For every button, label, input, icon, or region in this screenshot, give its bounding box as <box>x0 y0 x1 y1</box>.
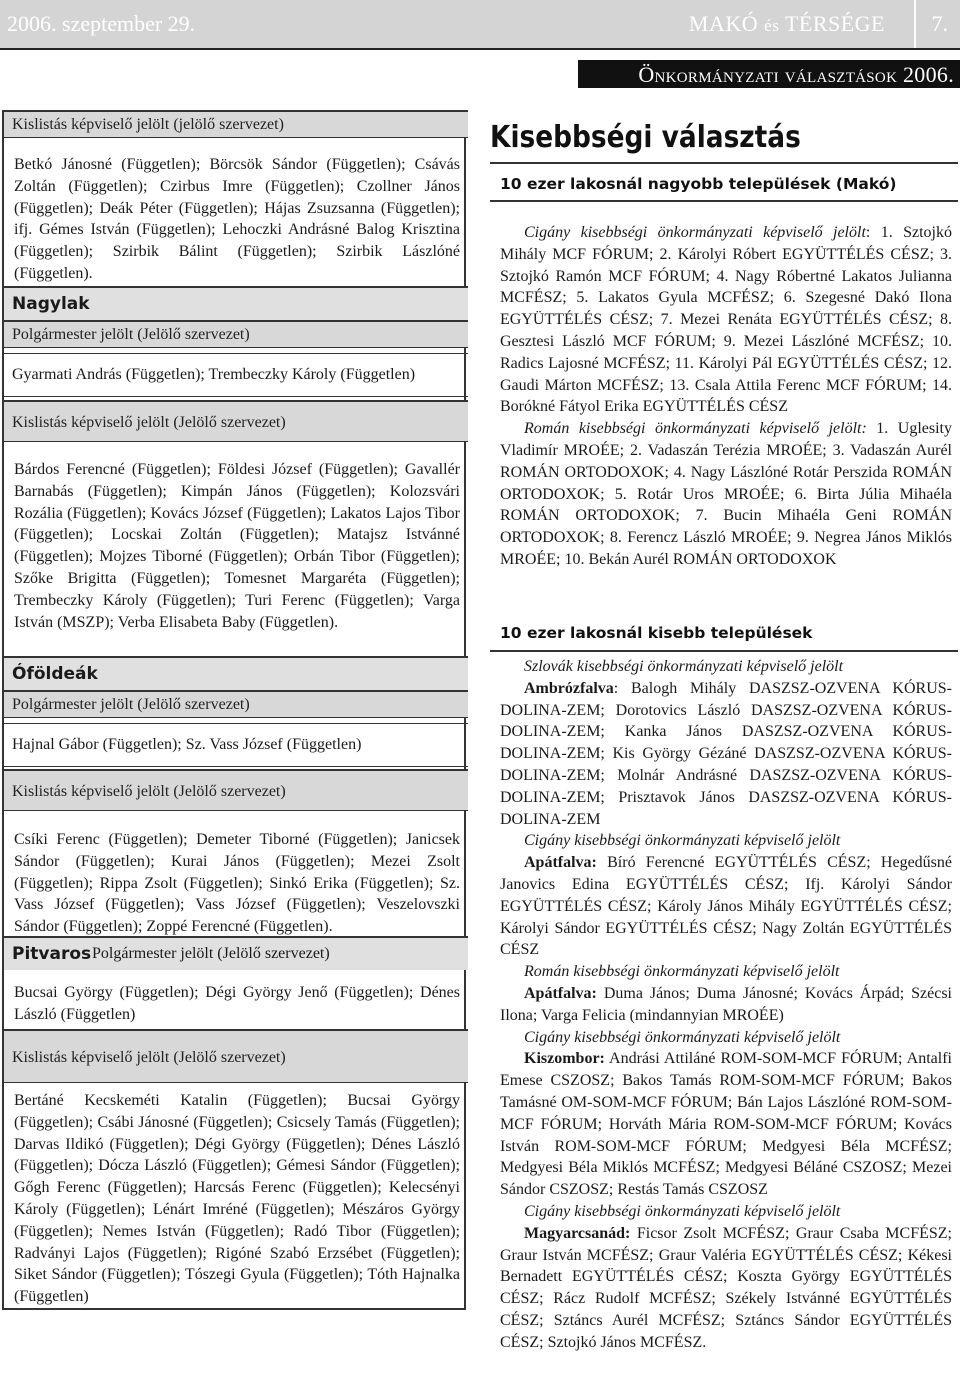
mayor-candidates <box>4 723 468 767</box>
town-name: Magyarcsanád: <box>524 1224 631 1242</box>
candidate-list: Balogh Mihály DASZSZ-OZVENA KÓRUS-DOLINA-ZEM; Dorotovics László DASZSZ-OZVENA KÓRUS-DOLINA-ZEM; Kanka János DASZSZ-OZVENA KÓRUS-DOLINA-ZEM; Kis György Gézáné DASZSZ-OZVENA KÓRUS-DOLINA-ZEM; Molnár Andrásné DASZSZ-OZVENA KÓRUS-DOLINA-ZEM; Prisztavok János DASZSZ-OZVENA KÓRUS-DOLINA-ZEM <box>500 679 952 828</box>
mayor-header-label: Polgármester jelölt (Jelölő szervezet) <box>12 326 250 343</box>
brand-rest: TÉRSÉGE <box>784 11 885 36</box>
town-block: Ambrózfalva: Balogh Mihály DASZSZ-OZVENA KÓRUS-DOLINA-ZEM; Dorotovics László DASZSZ-OZVENA KÓRUS-DOLINA-ZEM; Kanka János DASZSZ-OZVENA KÓRUS-DOLINA-ZEM; Kis György Gézáné DASZSZ-OZVENA KÓRUS-DOLINA-ZEM; Molnár Andrásné DASZSZ-OZVENA KÓRUS-DOLINA-ZEM; Prisztavok János DASZSZ-OZVENA KÓRUS-DOLINA-ZEM <box>500 679 952 828</box>
mayor-candidates-text: Hajnal Gábor (Független); Sz. Vass József (Független) <box>12 736 362 753</box>
mayor-header-label: Polgármester jelölt (Jelölő szervezet) <box>92 945 330 962</box>
town-block <box>500 1225 952 1351</box>
town-block <box>500 985 952 1024</box>
town-block <box>500 854 952 958</box>
article-title: Kisebbségi választás <box>490 120 801 155</box>
mayor-candidates: Bucsai György (Független); Dégi György Jenő (Független); Dénes László (Független) <box>14 984 460 1023</box>
minority-category: Szlovák kisebbségi önkormányzati képviselő jelölt <box>524 658 844 675</box>
candidate-list: Duma János; Duma Jánosné; Kovács Árpád; Szécsi Ilona; Varga Felicia (mindannyian MROÉE) <box>500 984 952 1024</box>
list-header-label: Kislistás képviselő jelölt (Jelölő szervezet) <box>12 783 286 800</box>
title-rule <box>490 162 958 164</box>
town-name: Ambrózfalva <box>524 679 614 697</box>
section-bar <box>578 60 960 88</box>
minority-category: Cigány kisebbségi önkormányzati képviselő jelölt <box>524 1028 841 1046</box>
town-header-nagylak <box>4 286 468 320</box>
mayor-candidates-text: Gyarmati András (Független); Trembeczky Károly (Független) <box>12 366 416 383</box>
subheading-small-towns: 10 ezer lakosnál kisebb települések <box>500 624 813 642</box>
town-header-ofoldeak <box>4 656 468 690</box>
mayor-header-label: Polgármester jelölt (Jelölő szervezet) <box>12 696 250 713</box>
mayor-candidates <box>4 353 468 397</box>
town-name: Óföldeák <box>12 664 98 684</box>
minority-category: Cigány kisebbségi önkormányzati képviselő jelölt <box>524 832 841 850</box>
mayor-header <box>4 690 468 718</box>
section-title: Önkormányzati választások 2006. <box>638 62 954 87</box>
town-name: Nagylak <box>12 294 90 314</box>
romanian-candidates: 1. Uglesity Vladimír MROÉE; 2. Vadaszán Terézia MROÉE; 3. Vadaszán Aurél ROMÁN ORTODOXOK; 4. Nagy Lászlóné Rotár Perszida ROMÁN ORTODOXOK; 5. Rotár Uros MROÉE; 6. Birta Júlia Mihaéla ROMÁN ORTODOXOK; 7. Bucin Mihaéla Geni ROMÁN ORTODOXOK; 8. Ferencz László MROÉE; 9. Negrea János Miklós MROÉE; 10. Bekán Aurél ROMÁN ORTODOXOK <box>500 420 953 568</box>
town-header-pitvaros <box>4 936 468 970</box>
page-header <box>0 0 960 50</box>
town-name: Pitvaros <box>12 944 92 964</box>
mako-candidates <box>500 222 952 571</box>
minority-category: Cigány kisebbségi önkormányzati képviselő jelölt <box>524 1202 841 1220</box>
candidate-list: Ficsor Zsolt MCFÉSZ; Graur Csaba MCFÉSZ; Graur István MCFÉSZ; Graur Valéria EGYÜTTÉLÉS CÉSZ; Kékesi Bernadett EGYÜTTÉLÉS CÉSZ; Koszta György EGYÜTTÉLÉS CÉSZ; Rácz Rudolf MCFÉSZ; Székely Istvánné EGYÜTTÉLÉS CÉSZ; Sztáncs Aurél MCFÉSZ; Sztáncs Sándor EGYÜTTÉLÉS CÉSZ; Sztojkó János MCFÉSZ. <box>500 1224 952 1351</box>
subhead-rule <box>490 650 958 652</box>
town-name: Kiszombor: <box>524 1050 605 1068</box>
list-header-label: Kislistás képviselő jelölt (Jelölő szervezet) <box>12 1049 286 1066</box>
brand-main: MAKÓ <box>688 11 759 36</box>
header-divider <box>914 0 916 48</box>
list-header <box>4 1029 468 1083</box>
town-name: Apátfalva: <box>524 984 597 1002</box>
list-header-label: Kislistás képviselő jelölt (Jelölő szervezet) <box>12 414 286 431</box>
subheading-large-towns: 10 ezer lakosnál nagyobb települések (Makó) <box>500 175 897 193</box>
mayor-header <box>4 320 468 348</box>
list-header <box>4 769 468 811</box>
roma-candidates: : 1. Sztojkó Mihály MCF FÓRUM; 2. Károlyi Róbert EGYÜTTÉLÉS CÉSZ; 3. Sztojkó Ramón MCF FÓRUM; 4. Nagy Róbertné Lakatos Julianna MCFÉSZ; 5. Lakatos Gyula MCFÉSZ; 6. Szegesné Dakó Ilona EGYÜTTÉLÉS CÉSZ; 7. Mezei Renáta EGYÜTTÉLÉS CÉSZ; 8. Gesztesi László MCF FÓRUM; 9. Mezei Lászlóné MCFÉSZ; 10. Radics Lajosné MCFÉSZ; 11. Károlyi Pál EGYÜTTÉLÉS CÉSZ; 12. Gaudi Márton MCFÉSZ; 13. Csala Attila Ferenc MCF FÓRUM; 14. Borókné Fátyol Erika EGYÜTTÉLÉS CÉSZ <box>500 224 953 416</box>
town-name: Apátfalva: <box>524 854 597 872</box>
publication-name <box>689 11 885 37</box>
candidate-list: Bárdos Ferencné (Független); Földesi József (Független); Gavallér Barnabás (Független); Kimpán János (Független); Kolozsvári Rozália (Független); Kovács József (Független); Lakatos Lajos Tibor (Független); Locskai Zoltán (Független); Matajsz Istvánné (Független); Mojzes Tiborné (Független); Orbán Tibor (Független); Szőke Brigitta (Független); Tomesnet Margaréta (Független); Trembeczky Károly (Független); Turi Ferenc (Független); Varga István (MSZP); Verba Elisabeta Baby (Független). <box>14 461 460 631</box>
subhead-rule <box>490 200 958 202</box>
candidate-list: Csíki Ferenc (Független); Demeter Tiborné (Független); Janicsek Sándor (Független); Kurai János (Független); Mezei Zsolt (Független); Rippa Zsolt (Független); Sinkó Erika (Független); Sz. Vass József (Független); Vass József (Független); Veszelovszki Sándor (Független); Zoppé Ferencné (Független). <box>14 831 460 936</box>
list-header <box>4 110 468 138</box>
left-column <box>2 110 466 1310</box>
issue-date: 2006. szeptember 29. <box>7 11 196 36</box>
romanian-label: Román kisebbségi önkormányzati képviselő jelölt: <box>524 420 867 438</box>
roma-label: Cigány kisebbségi önkormányzati képviselő jelölt <box>524 224 866 241</box>
minority-category: Román kisebbségi önkormányzati képviselő jelölt <box>524 963 840 981</box>
town-block <box>500 1050 952 1198</box>
list-header-label: Kislistás képviselő jelölt (jelölő szervezet) <box>12 116 284 133</box>
brand-and: és <box>764 16 780 35</box>
candidate-list: Bertáné Kecskeméti Katalin (Független); Bucsai György (Független); Csábi Jánosné (Független); Csicsely Tamás (Független); Darvas Ildikó (Független); Dégi György (Független); Dénes László (Független); Dócza László (Független); Gémesi Sándor (Független); Gőgh Ferenc (Független); Harcsás Ferenc (Független); Kelecsényi Károly (Független); Lénárt Imréné (Független); Mészáros György (Független); Nemes István (Független); Radó Tibor (Független); Radványi Lajos (Független); Rigóné Szabó Erzsébet (Független); Siket Sándor (Független); Tószegi Gyula (Független); Tóth Hajnalka (Független) <box>14 1092 460 1306</box>
candidate-list: Andrási Attiláné ROM-SOM-MCF FÓRUM; Antalfi Emese CSZOSZ; Bakos Tamás ROM-SOM-MCF FÓRUM; Bakos Tamásné OM-SOM-MCF FÓRUM; Bán Lajos Lászlóné ROM-SOM-MCF FÓRUM; Horváth Mária ROM-SOM-MCF FÓRUM; Kovács István ROM-SOM-MCF FÓRUM; Medgyesi Béla MCFÉSZ; Medgyesi Béla Miklós MCFÉSZ; Medgyesi Béláné CSZOSZ; Mezei Sándor CSZOSZ; Restás Tamás CSZOSZ <box>500 1050 952 1199</box>
list-header <box>4 400 468 442</box>
small-towns-candidates <box>500 656 952 1354</box>
candidate-list: Betkó Jánosné (Független); Börcsök Sándor (Független); Csávás Zoltán (Független); Czirbus Imre (Független); Czollner János (Független); Deák Péter (Független); Hájas Zsuzsanna (Független); ifj. Gémes István (Független); Lehoczki Andrásné Balog Krisztina (Független); Szirbik Bálint (Független); Szirbik Lászlóné (Független). <box>14 156 460 282</box>
page-number: 7. <box>931 11 948 36</box>
candidate-list: Bíró Ferencné EGYÜTTÉLÉS CÉSZ; Hegedűsné Janovics Edina EGYÜTTÉLÉS CÉSZ; Ifj. Károlyi Sándor EGYÜTTÉLÉS CÉSZ; Károly János Mihály EGYÜTTÉLÉS CÉSZ; Károlyi Sándor EGYÜTTÉLÉS CÉSZ; Nagy Zoltán EGYÜTTÉLÉS CÉSZ <box>500 854 952 959</box>
